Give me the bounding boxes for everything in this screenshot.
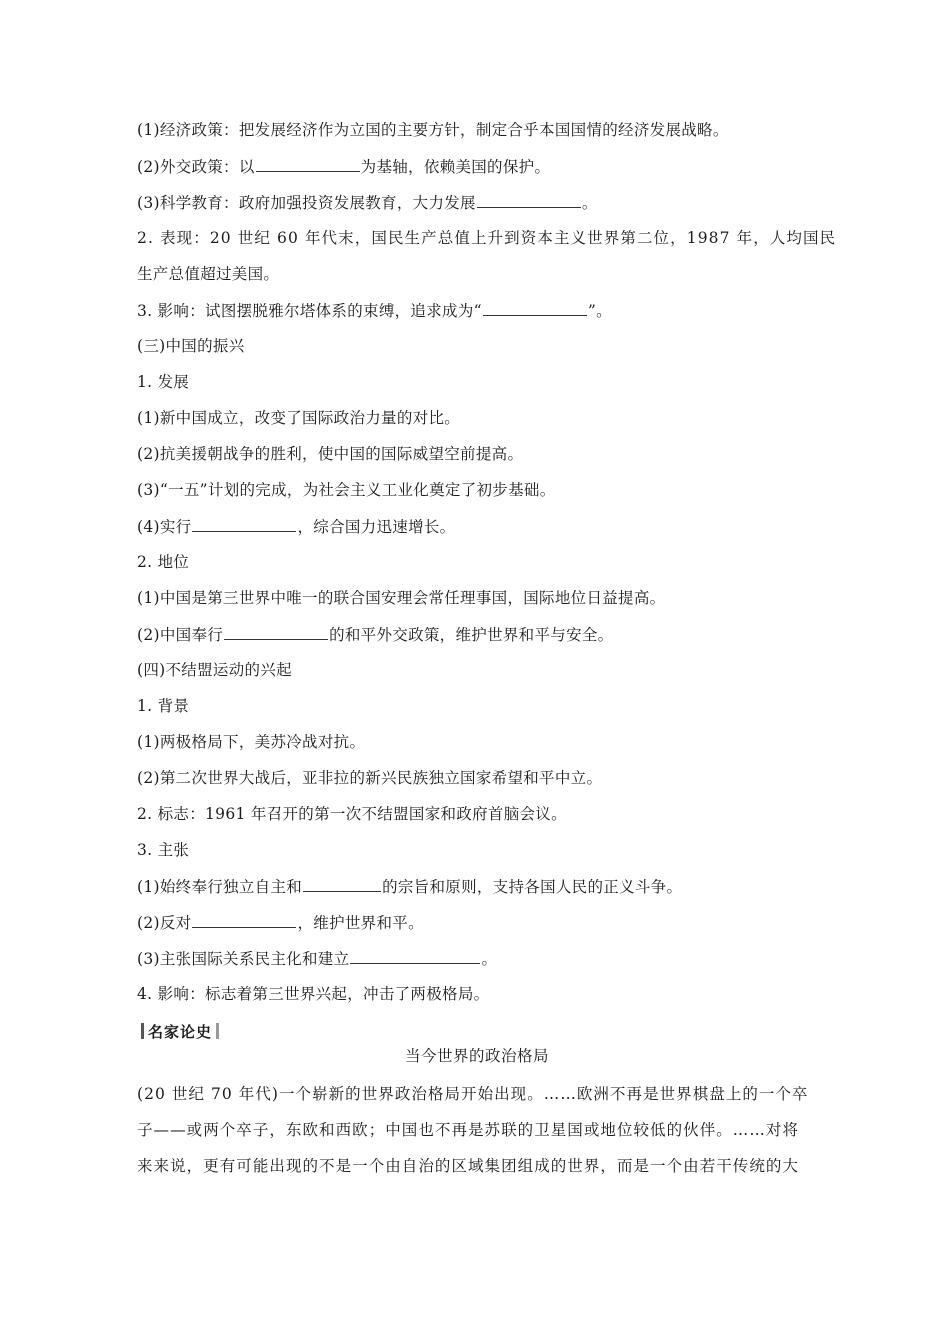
subheading: 3. 主张 <box>137 841 190 859</box>
document-body <box>137 120 837 1184</box>
subheading: 1. 背景 <box>137 697 190 715</box>
text-line: (3)科学教育：政府加强投资发展教育，大力发展 。 <box>137 194 598 212</box>
tag-bar-icon <box>141 1023 144 1039</box>
fill-in-blank[interactable] <box>477 192 581 208</box>
text-line: (2)外交政策：以 为基轴，依赖美国的保护。 <box>137 158 551 176</box>
fill-in-blank[interactable] <box>192 516 296 532</box>
fill-in-blank[interactable] <box>350 948 480 964</box>
text-line: 生产总值超过美国。 <box>137 265 280 283</box>
subheading: 2. 地位 <box>137 553 190 571</box>
fill-in-blank[interactable] <box>483 300 587 316</box>
section-heading: (三)中国的振兴 <box>137 337 245 355</box>
essay-line: (20 世纪 70 年代)一个崭新的世界政治格局开始出现。……欧洲不再是世界棋盘上的一个卒 <box>137 1085 809 1103</box>
text-line: (2)第二次世界大战后，亚非拉的新兴民族独立国家希望和平中立。 <box>137 769 603 787</box>
essay-line: 来来说，更有可能出现的不是一个由自治的区域集团组成的世界，而是一个由若干传统的大 <box>137 1157 800 1175</box>
text-line: 4. 影响：标志着第三世界兴起，冲击了两极格局。 <box>137 985 490 1003</box>
text-line: (3)主张国际关系民主化和建立 。 <box>137 950 498 968</box>
text-line: (3)“一五”计划的完成，为社会主义工业化奠定了初步基础。 <box>137 481 556 499</box>
text-line: (2)反对 ，维护世界和平。 <box>137 914 424 932</box>
text-line: 2. 表现：20 世纪 60 年代末，国民生产总值上升到资本主义世界第二位，1987 年，人均国民 <box>137 229 837 247</box>
text-line: (1)始终奉行独立自主和 的宗旨和原则，支持各国人民的正义斗争。 <box>137 878 683 896</box>
fill-in-blank[interactable] <box>224 624 328 640</box>
text-line: (1)新中国成立，改变了国际政治力量的对比。 <box>137 409 461 427</box>
section-heading: (四)不结盟运动的兴起 <box>137 661 292 679</box>
text-line: (4)实行 ，综合国力迅速增长。 <box>137 518 456 536</box>
text-line: (2)抗美援朝战争的胜利，使中国的国际威望空前提高。 <box>137 445 524 463</box>
text-line: (1)两极格局下，美苏冷战对抗。 <box>137 733 366 751</box>
text-line: (1)经济政策：把发展经济作为立国的主要方针，制定合乎本国国情的经济发展战略。 <box>137 121 729 139</box>
section-tag-row <box>137 1016 817 1046</box>
text-line: (2)中国奉行 的和平外交政策，维护世界和平与安全。 <box>137 626 614 644</box>
section-tag-label: 名家论史 <box>148 1022 213 1041</box>
subheading: 1. 发展 <box>137 373 190 391</box>
section-tag <box>137 1021 223 1042</box>
essay-title: 当今世界的政治格局 <box>404 1047 549 1065</box>
fill-in-blank[interactable] <box>303 876 381 892</box>
text-line: (1)中国是第三世界中唯一的联合国安理会常任理事国，国际地位日益提高。 <box>137 589 666 607</box>
essay-line: 子——或两个卒子，东欧和西欧；中国也不再是苏联的卫星国或地位较低的伙伴。……对将 <box>137 1121 800 1139</box>
tag-bar-icon <box>216 1023 219 1039</box>
fill-in-blank[interactable] <box>192 912 296 928</box>
text-line: 2. 标志：1961 年召开的第一次不结盟国家和政府首脑会议。 <box>137 805 567 823</box>
fill-in-blank[interactable] <box>256 156 360 172</box>
text-line: 3. 影响：试图摆脱雅尔塔体系的束缚，追求成为“ ”。 <box>137 302 612 320</box>
